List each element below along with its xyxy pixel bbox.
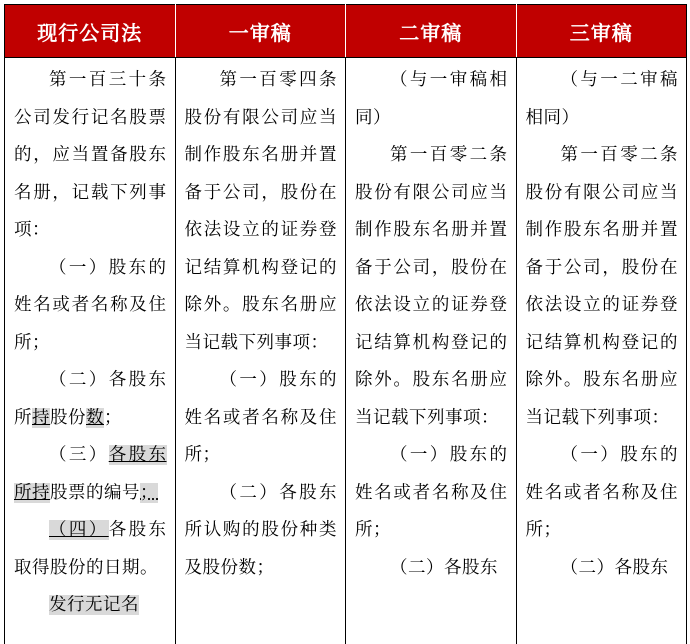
item-3-current <box>14 437 167 512</box>
comparison-table <box>4 4 687 644</box>
item-3-marked-holders: 各股东所持 <box>14 445 167 503</box>
item-2-second-draft: （二）各股东 <box>355 550 508 588</box>
item-4-current <box>14 512 167 587</box>
item-1-second-draft: （一）股东的姓名或者名称及住所； <box>355 437 508 550</box>
item-2-part-c: 股份 <box>50 408 86 428</box>
item-4-part-b: 各股东取得股份的日期。 <box>14 520 167 578</box>
cell-third-draft <box>516 58 687 644</box>
content-row <box>5 58 687 644</box>
item-3-part-a: （三） <box>49 445 109 465</box>
header-row <box>5 5 687 58</box>
item-2-third-draft: （二）各股东 <box>526 550 679 588</box>
same-as-first-second-note: （与一二审稿相同） <box>526 62 679 137</box>
item-2-part-a: （二）各股东所 <box>14 370 167 428</box>
header-current-law: 现行公司法 <box>5 5 176 58</box>
item-3-marked-semicolon: ； <box>140 483 158 503</box>
item-3-part-c: 股票的编号 <box>50 483 140 503</box>
bearer-shares-clause <box>14 587 167 625</box>
item-2-first-draft: （二）各股东所认购的股份种类及股份数； <box>185 475 338 588</box>
cell-second-draft <box>346 58 517 644</box>
article-102-heading-second: 第一百零二条 股份有限公司应当制作股东名册并置备于公司，股份在依法设立的证券登记结算机构登记的除外。股东名册应当记载下列事项： <box>355 137 508 437</box>
item-2-marked-chi: 持 <box>32 408 50 428</box>
item-2-part-e: ； <box>104 408 122 428</box>
article-104-heading: 第一百零四条 股份有限公司应当制作股东名册并置备于公司，股份在依法设立的证券登记结算机构登记的除外。股东名册应当记载下列事项： <box>185 62 338 362</box>
article-130-heading: 第一百三十条 公司发行记名股票的，应当置备股东名册，记载下列事项： <box>14 62 167 250</box>
item-1-current: （一）股东的姓名或者名称及住所； <box>14 250 167 363</box>
header-second-draft: 二审稿 <box>346 5 517 58</box>
same-as-first-note: （与一审稿相同） <box>355 62 508 137</box>
header-third-draft: 三审稿 <box>516 5 687 58</box>
bearer-shares-marked: 发行无记名 <box>49 595 139 615</box>
cell-first-draft <box>175 58 346 644</box>
item-2-marked-shu: 数 <box>86 408 104 428</box>
header-first-draft: 一审稿 <box>175 5 346 58</box>
item-2-current <box>14 362 167 437</box>
item-1-third-draft: （一）股东的姓名或者名称及住所； <box>526 437 679 550</box>
item-4-marked-number: （四） <box>49 520 109 540</box>
cell-current-law <box>5 58 176 644</box>
article-102-heading-third: 第一百零二条 股份有限公司应当制作股东名册并置备于公司，股份在依法设立的证券登记结算机构登记的除外。股东名册应当记载下列事项： <box>526 137 679 437</box>
item-1-first-draft: （一）股东的姓名或者名称及住所； <box>185 362 338 475</box>
